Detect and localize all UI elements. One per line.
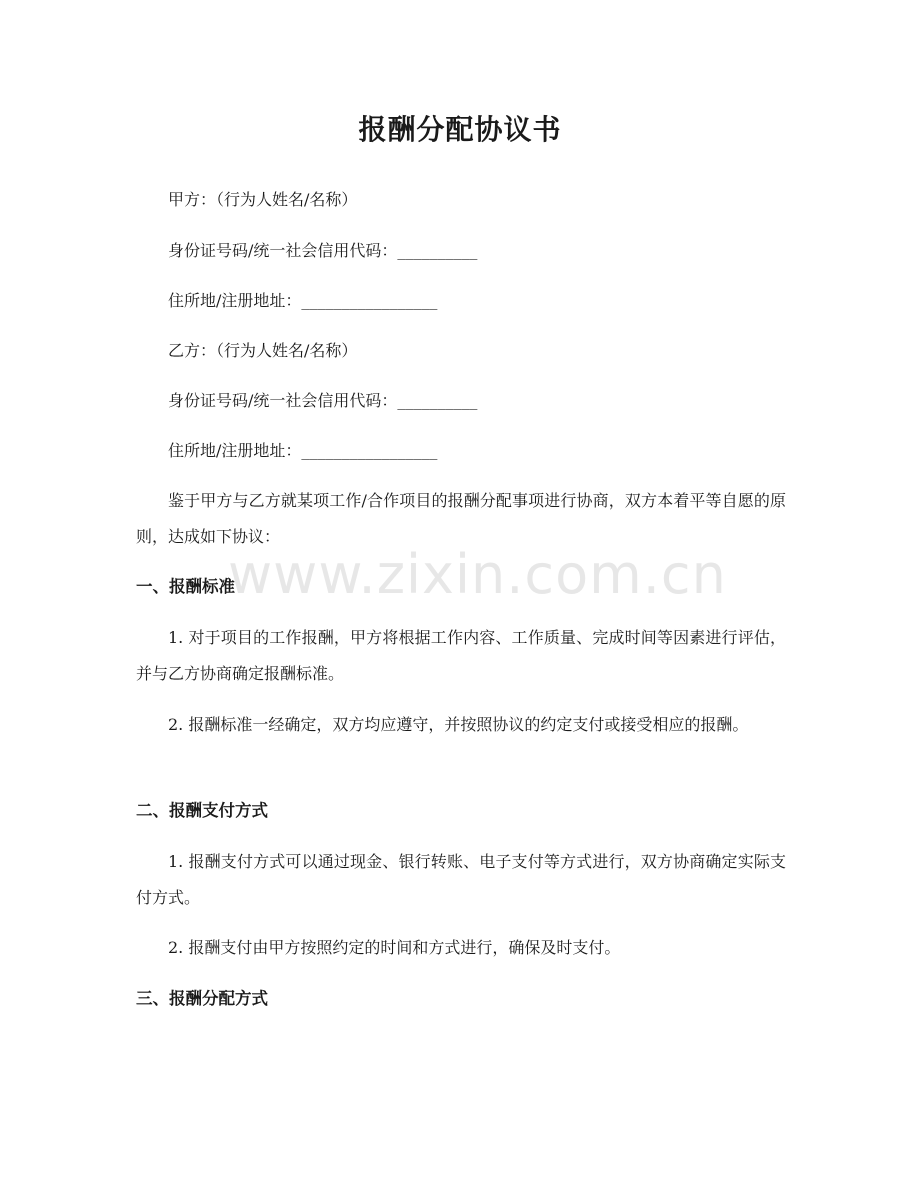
section-item: 2. 报酬支付由甲方按照约定的时间和方式进行，确保及时支付。 [168,938,621,957]
party-b-address-line: 住所地/注册地址：_________________ [168,441,438,460]
section-item: 1. 报酬支付方式可以通过现金、银行转账、电子支付等方式进行，双方协商确定实际支付方式。 [136,852,786,907]
section-heading: 一、报酬标准 [136,577,235,596]
party-a-line: 甲方：（行为人姓名/名称） [168,190,358,209]
party-b-id-line: 身份证号码/统一社会信用代码：__________ [168,391,478,410]
document-title: 报酬分配协议书 [358,113,562,146]
party-b-line: 乙方：（行为人姓名/名称） [168,341,358,360]
party-a-id-line: 身份证号码/统一社会信用代码：__________ [168,241,478,260]
watermark-text: www.zixin.com.cn [228,543,727,606]
section-item: 1. 对于项目的工作报酬，甲方将根据工作内容、工作质量、完成时间等因素进行评估，并与乙方协商确定报酬标准。 [136,628,786,683]
section-heading: 二、报酬支付方式 [136,801,268,820]
preamble-paragraph: 鉴于甲方与乙方就某项工作/合作项目的报酬分配事项进行协商，双方本着平等自愿的原则，达成如下协议： [136,491,786,546]
section-item: 2. 报酬标准一经确定，双方均应遵守，并按照协议的约定支付或接受相应的报酬。 [168,715,749,734]
section-heading: 三、报酬分配方式 [136,989,268,1008]
party-a-address-line: 住所地/注册地址：_________________ [168,291,438,310]
